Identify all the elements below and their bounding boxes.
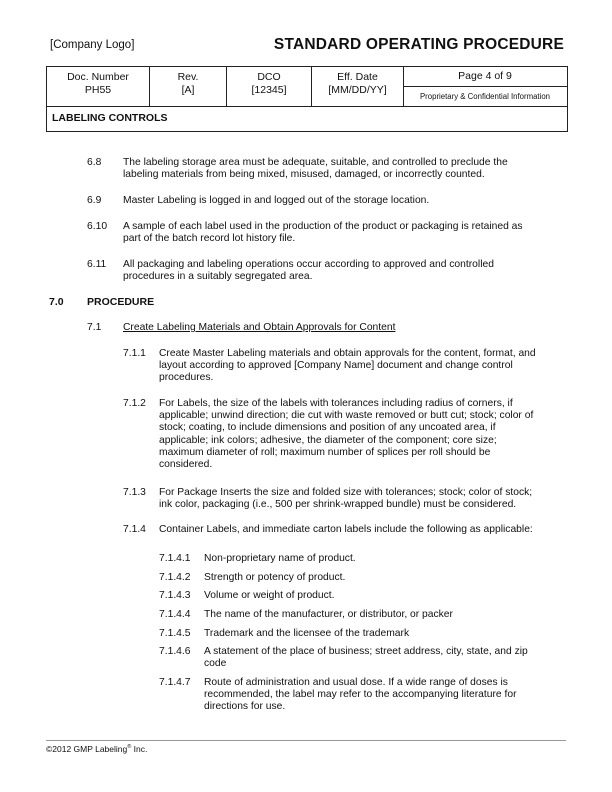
- item-number: 6.9: [87, 195, 102, 206]
- subitem-text: For Labels, the size of the labels with tolerances including radius of corners, if applicable; unwind direction; die cut with waste removed or butt cut; stock; color of stock; coating, to include dimensions and position of any uncoated area, if applicable; ink colors; adhesive, the diameter of the component; core size; maximum diameter of roll; maximum number of splices per roll should be considered.: [159, 398, 534, 471]
- confidential-notice: Proprietary & Confidential Information: [419, 92, 550, 101]
- subsection-title: Create Labeling Materials and Obtain Approvals for Content: [123, 322, 396, 333]
- footer-copyright: ©2012 GMP Labeling® Inc.: [46, 744, 148, 754]
- subitem-text: For Package Inserts the size and folded size with tolerances; stock; color of stock; ink color, packaging (i.e., 500 per shrink-wrapped bundle) must be considered.: [159, 487, 533, 511]
- dco-label: DCO: [257, 71, 281, 83]
- rev-value: [A]: [181, 84, 195, 96]
- item-text: The labeling storage area must be adequate, suitable, and controlled to preclude the labeling materials from being mixed, misused, damaged, or incorrectly counted.: [123, 157, 508, 181]
- item-number: 6.11: [87, 259, 107, 270]
- subsubitem-text: The name of the manufacturer, or distributor, or packer: [204, 609, 453, 620]
- dco-cell: [227, 67, 312, 106]
- eff-date-cell: [312, 67, 404, 106]
- subsubitem-number: 7.1.4.2: [159, 572, 191, 583]
- registered-mark: ®: [127, 744, 132, 751]
- section-title: PROCEDURE: [87, 296, 155, 308]
- subsubitem-number: 7.1.4.7: [159, 677, 191, 688]
- subsubitem-text: Volume or weight of product.: [204, 590, 335, 601]
- item-number: 6.10: [87, 221, 108, 232]
- subsubitem-number: 7.1.4.4: [159, 609, 191, 620]
- subitem-text: Create Master Labeling materials and obtain approvals for the content, format, and layout according to approved [Company Name] document and change control procedures.: [159, 348, 536, 384]
- subsection-number: 7.1: [87, 322, 102, 333]
- subsubitem-text: Route of administration and usual dose. If a wide range of doses is recommended, the label may refer to the accompanying literature for directions for use.: [204, 677, 517, 713]
- item-text: A sample of each label used in the production of the product or packaging is retained as part of the batch record lot history file.: [123, 221, 523, 245]
- footer-divider: [46, 740, 566, 741]
- dco-value: [12345]: [251, 84, 287, 96]
- subsubitem-number: 7.1.4.1: [159, 553, 191, 564]
- subsubitem-number: 7.1.4.5: [159, 628, 191, 639]
- subitem-number: 7.1.1: [123, 348, 146, 359]
- item-text: Master Labeling is logged in and logged out of the storage location.: [123, 195, 430, 206]
- subsubitem-text: Strength or potency of product.: [204, 572, 346, 583]
- section-number: 7.0: [49, 296, 64, 308]
- document-header-table: [46, 66, 568, 132]
- subsubitem-text: A statement of the place of business; street address, city, state, and zip code: [204, 646, 528, 670]
- subsubitem-number: 7.1.4.3: [159, 590, 191, 601]
- page-number: Page 4 of 9: [403, 67, 567, 87]
- subsubitem-text: Trademark and the licensee of the trademark: [204, 628, 410, 639]
- rev-label: Rev.: [177, 71, 199, 83]
- subitem-text: Container Labels, and immediate carton labels include the following as applicable:: [159, 524, 533, 535]
- subitem-number: 7.1.2: [123, 398, 146, 409]
- subitem-number: 7.1.3: [123, 487, 146, 498]
- item-text: All packaging and labeling operations occur according to approved and controlled procedures in a suitably segregated area.: [123, 259, 494, 283]
- item-number: 6.8: [87, 157, 102, 168]
- doc-number-value: PH55: [84, 84, 112, 96]
- doc-number-cell: [47, 67, 150, 106]
- eff-date-value: [MM/DD/YY]: [328, 84, 387, 96]
- document-title: STANDARD OPERATING PROCEDURE: [273, 36, 564, 53]
- page-cell: [403, 67, 567, 106]
- subsubitem-number: 7.1.4.6: [159, 646, 191, 657]
- header-info-row: [47, 67, 567, 107]
- section-heading: LABELING CONTROLS: [52, 112, 168, 124]
- doc-number-label: Doc. Number: [67, 71, 129, 83]
- eff-date-label: Eff. Date: [337, 71, 378, 83]
- company-logo-placeholder: [Company Logo]: [50, 39, 135, 51]
- subsubitem-text: Non-proprietary name of product.: [204, 553, 356, 564]
- rev-cell: [150, 67, 227, 106]
- subitem-number: 7.1.4: [123, 524, 146, 535]
